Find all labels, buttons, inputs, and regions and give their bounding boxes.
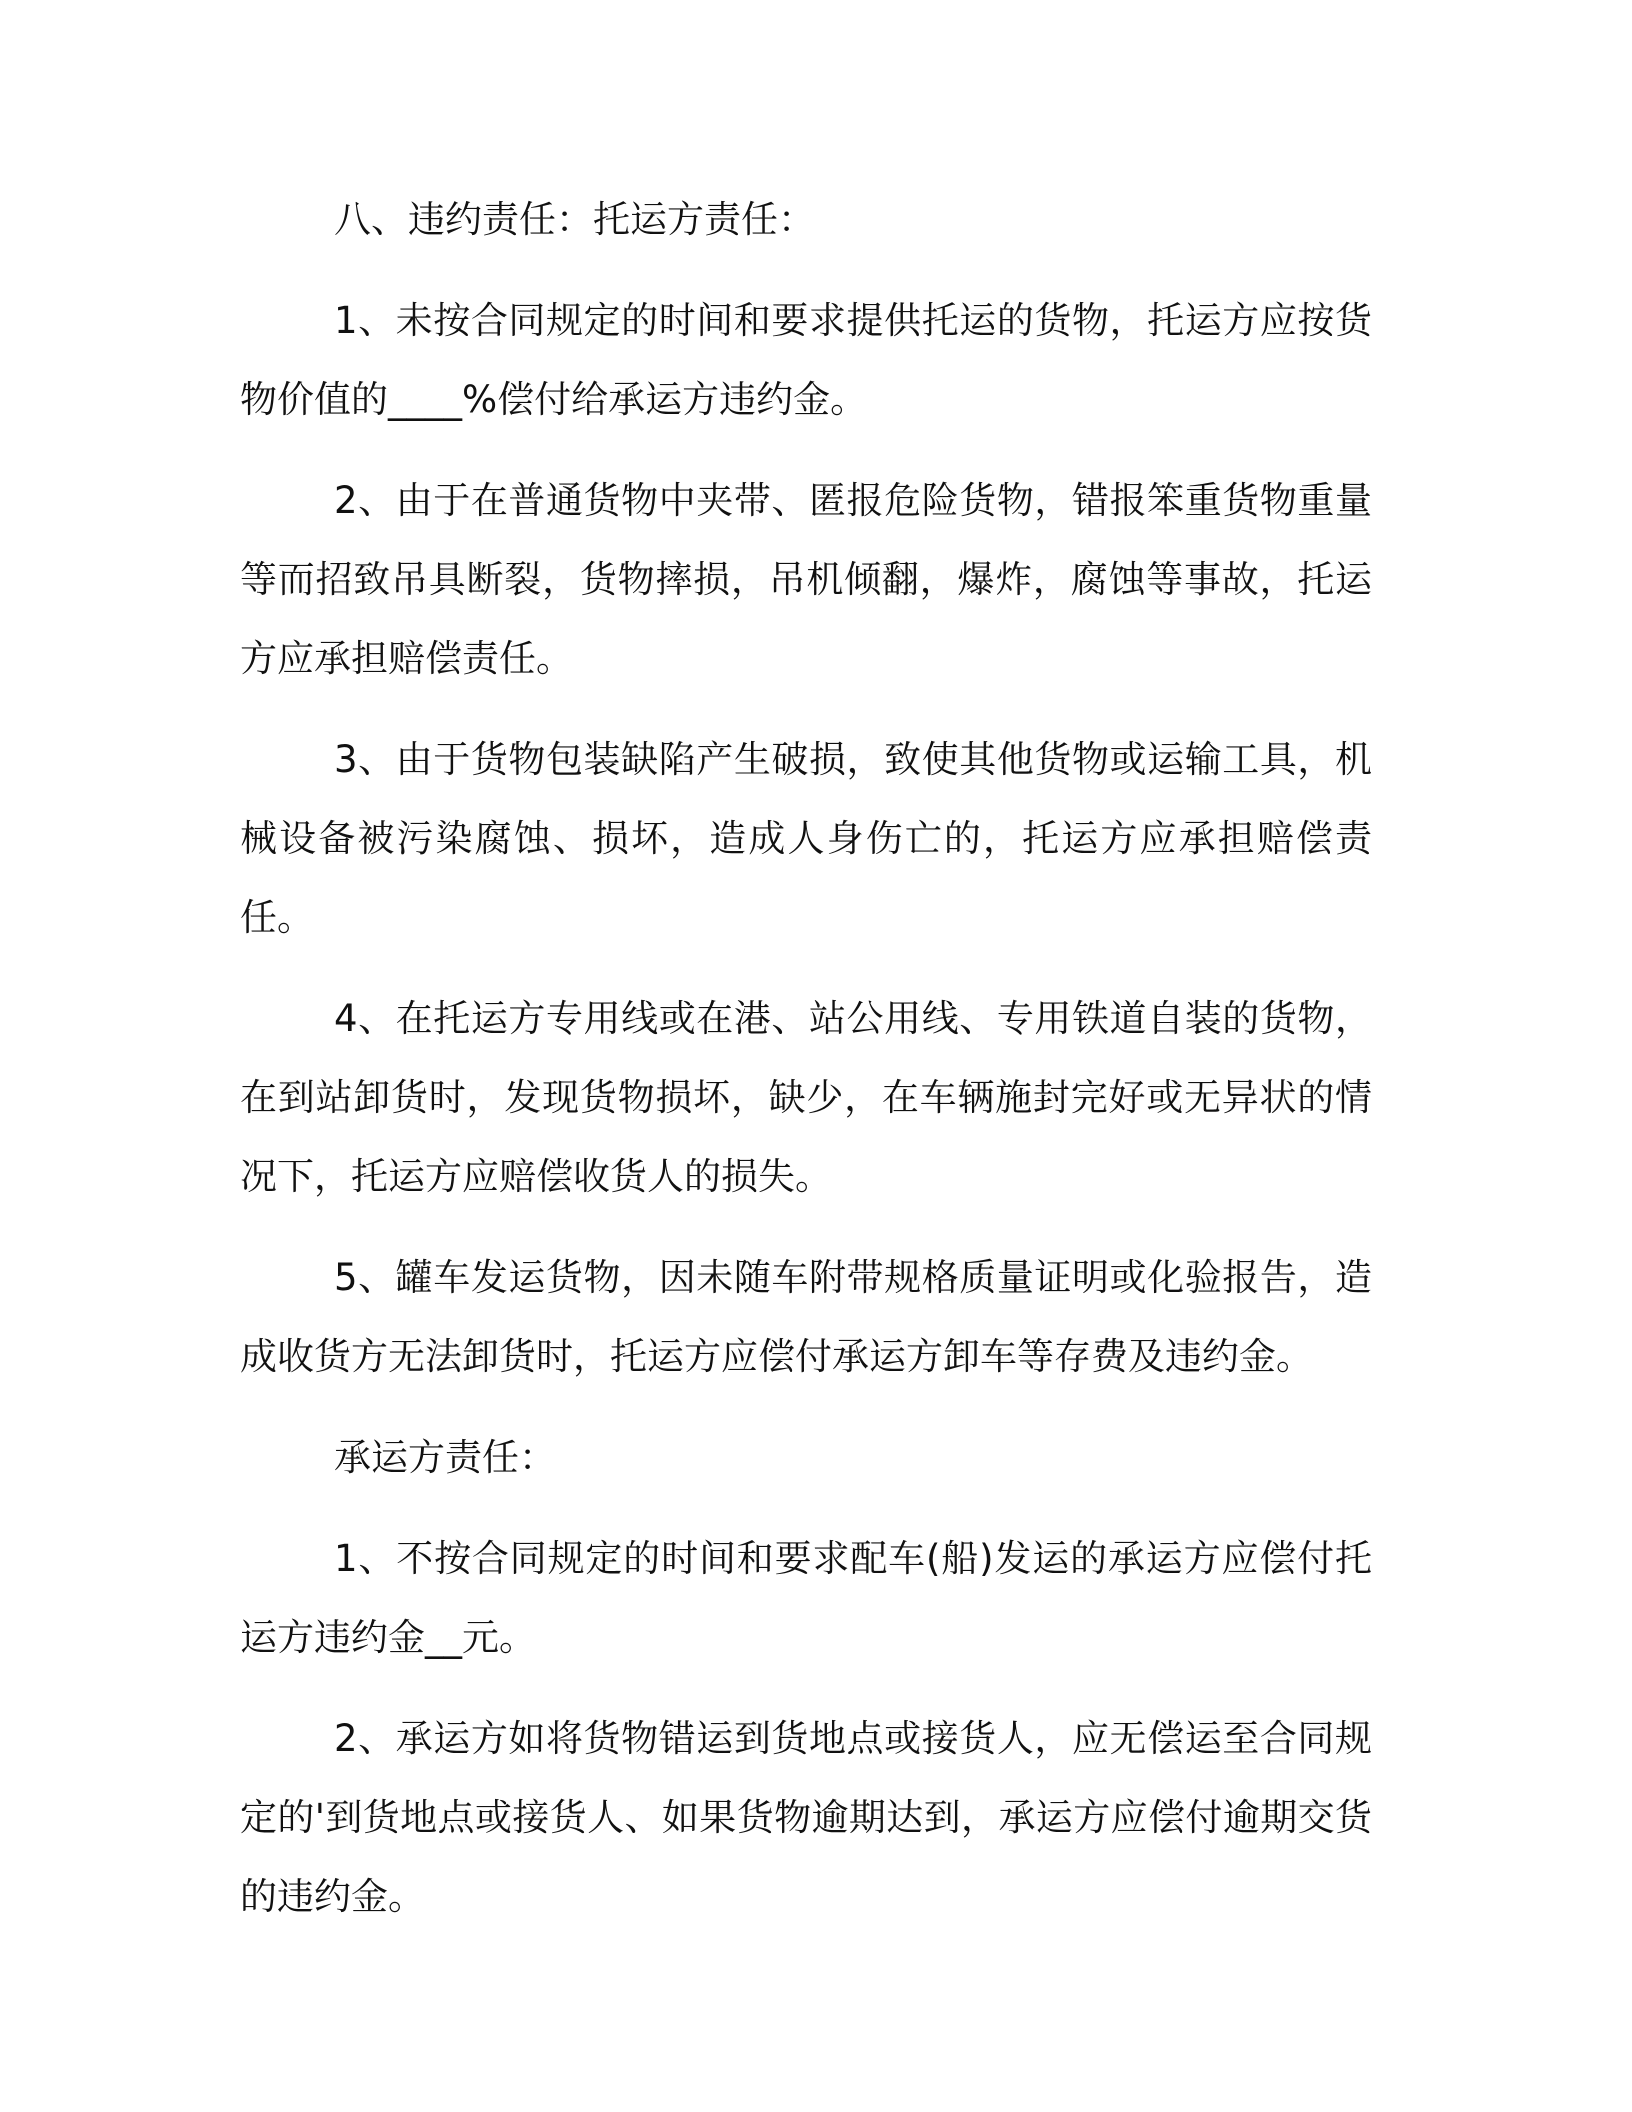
section-heading-carrier-liability: 承运方责任： [334, 1436, 556, 1479]
document-body [240, 180, 1372, 1958]
clause-carrier-1: 1、不按合同规定的时间和要求配车(船)发运的承运方应偿付托运方违约金__元。 [240, 1537, 1372, 1659]
clause-carrier-2: 2、承运方如将货物错运到货地点或接货人，应无偿运至合同规定的'到货地点或接货人、如果货物逾期达到，承运方应偿付逾期交货的违约金。 [240, 1717, 1372, 1918]
clause-shipper-4: 4、在托运方专用线或在港、站公用线、专用铁道自装的货物，在到站卸货时，发现货物损坏，缺少，在车辆施封完好或无异状的情况下，托运方应赔偿收货人的损失。 [240, 997, 1372, 1198]
clause-shipper-5: 5、罐车发运货物，因未随车附带规格质量证明或化验报告，造成收货方无法卸货时，托运方应偿付承运方卸车等存费及违约金。 [240, 1256, 1372, 1378]
section-heading-shipper-liability: 八、违约责任：托运方责任： [334, 198, 815, 241]
clause-shipper-3: 3、由于货物包装缺陷产生破损，致使其他货物或运输工具，机械设备被污染腐蚀、损坏，造成人身伤亡的，托运方应承担赔偿责任。 [240, 738, 1372, 939]
clause-shipper-2: 2、由于在普通货物中夹带、匿报危险货物，错报笨重货物重量等而招致吊具断裂，货物摔损，吊机倾翻，爆炸，腐蚀等事故，托运方应承担赔偿责任。 [240, 479, 1372, 680]
clause-shipper-1: 1、未按合同规定的时间和要求提供托运的货物，托运方应按货物价值的____%偿付给承运方违约金。 [240, 299, 1372, 421]
